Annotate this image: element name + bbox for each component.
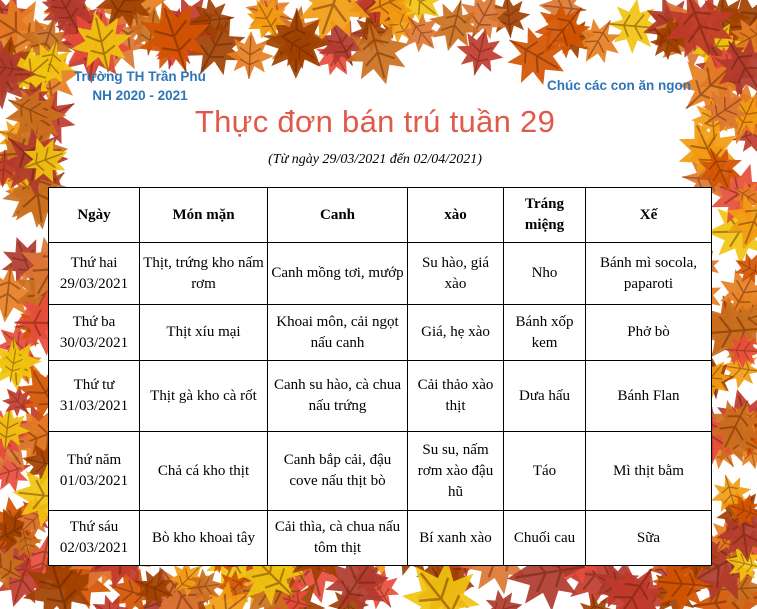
cell-stir-fry (408, 305, 504, 361)
column-header-main-dish: Món mặn (140, 188, 268, 243)
cell-soup (268, 243, 408, 305)
cell-text: Giá, hẹ xào (421, 324, 490, 340)
school-info (60, 67, 220, 105)
cell-text: Su su, nấm rơm xào đậu hũ (417, 441, 494, 500)
cell-main-dish (140, 243, 268, 305)
cell-soup (268, 432, 408, 511)
cell-text: Phở bò (627, 324, 670, 340)
cell-text: Thịt gà kho cà rốt (150, 387, 257, 404)
cell-dessert (504, 511, 586, 566)
day-date: 02/03/2021 (59, 540, 129, 556)
cell-snack (586, 243, 712, 305)
cell-day (49, 432, 140, 511)
cell-text: Su hào, giá xào (421, 254, 490, 292)
cell-text: Cải thảo xào thịt (417, 377, 494, 414)
cell-day (49, 305, 140, 361)
date-range: (Từ ngày 29/03/2021 đến 02/04/2021) (268, 152, 482, 167)
day-date: 31/03/2021 (59, 398, 129, 414)
cell-stir-fry (408, 511, 504, 566)
cell-soup (268, 511, 408, 566)
wish-text: Chúc các con ăn ngon (546, 78, 692, 93)
cell-text: Chuối cau (513, 529, 576, 546)
cell-snack (586, 511, 712, 566)
cell-dessert (504, 361, 586, 432)
school-year: NH 2020 - 2021 (92, 88, 188, 103)
cell-text: Bánh mì socola, paparoti (599, 254, 698, 292)
cell-soup (268, 305, 408, 361)
school-name: Trường TH Trần Phú (74, 69, 206, 84)
cell-snack (586, 305, 712, 361)
cell-snack (586, 432, 712, 511)
cell-text: Chả cá kho thịt (157, 462, 250, 479)
cell-day (49, 243, 140, 305)
table-row (49, 432, 712, 511)
cell-main-dish (140, 432, 268, 511)
cell-main-dish (140, 511, 268, 566)
table-row (49, 511, 712, 566)
cell-text: Canh su hào, cà chua nấu trứng (273, 377, 402, 414)
cell-stir-fry (408, 243, 504, 305)
cell-text: Táo (532, 462, 557, 479)
column-header-stir-fry: xào (408, 188, 504, 243)
cell-main-dish (140, 361, 268, 432)
cell-stir-fry (408, 361, 504, 432)
cell-text: Dưa hấu (518, 387, 571, 404)
page-title: Thực đơn bán trú tuần 29 (194, 104, 556, 139)
day-date: 29/03/2021 (59, 275, 129, 292)
cell-text: Bánh xốp kem (515, 313, 574, 351)
day-name: Thứ tư (73, 377, 115, 393)
cell-text: Mì thịt bằm (613, 462, 684, 479)
day-name: Thứ năm (66, 452, 122, 468)
cell-soup (268, 361, 408, 432)
table-row (49, 243, 712, 305)
table-row (49, 361, 712, 432)
cell-snack (586, 361, 712, 432)
cell-dessert (504, 243, 586, 305)
cell-text: Nho (531, 265, 558, 281)
cell-text: Thịt, trứng kho nấm rơm (143, 254, 264, 292)
cell-text: Khoai môn, cải ngọt nấu canh (276, 313, 399, 351)
day-name: Thứ ba (72, 313, 116, 330)
menu-table (48, 187, 712, 566)
day-name: Thứ sáu (69, 519, 119, 535)
day-name: Thứ hai (70, 254, 118, 271)
cell-text: Thịt xíu mại (166, 324, 241, 340)
column-header-dessert: Tráng miệng (504, 188, 586, 243)
cell-text: Cải thìa, cà chua nấu tôm thịt (274, 519, 401, 556)
cell-text: Bò kho khoai tây (152, 529, 255, 546)
cell-text: Bí xanh xào (419, 529, 492, 546)
cell-dessert (504, 305, 586, 361)
day-date: 01/03/2021 (59, 473, 129, 489)
table-row (49, 305, 712, 361)
cell-text: Sữa (636, 529, 661, 546)
cell-text: Canh mồng tơi, mướp (271, 265, 404, 281)
cell-text: Bánh Flan (617, 387, 680, 404)
column-header-soup: Canh (268, 188, 408, 243)
cell-day (49, 511, 140, 566)
cell-main-dish (140, 305, 268, 361)
cell-text: Canh bắp cải, đậu cove nấu thịt bò (283, 452, 392, 489)
cell-stir-fry (408, 432, 504, 511)
column-header-day: Ngày (49, 188, 140, 243)
day-date: 30/03/2021 (59, 334, 129, 351)
cell-day (49, 361, 140, 432)
cell-dessert (504, 432, 586, 511)
table-header-row (49, 188, 712, 243)
column-header-snack: Xế (586, 188, 712, 243)
